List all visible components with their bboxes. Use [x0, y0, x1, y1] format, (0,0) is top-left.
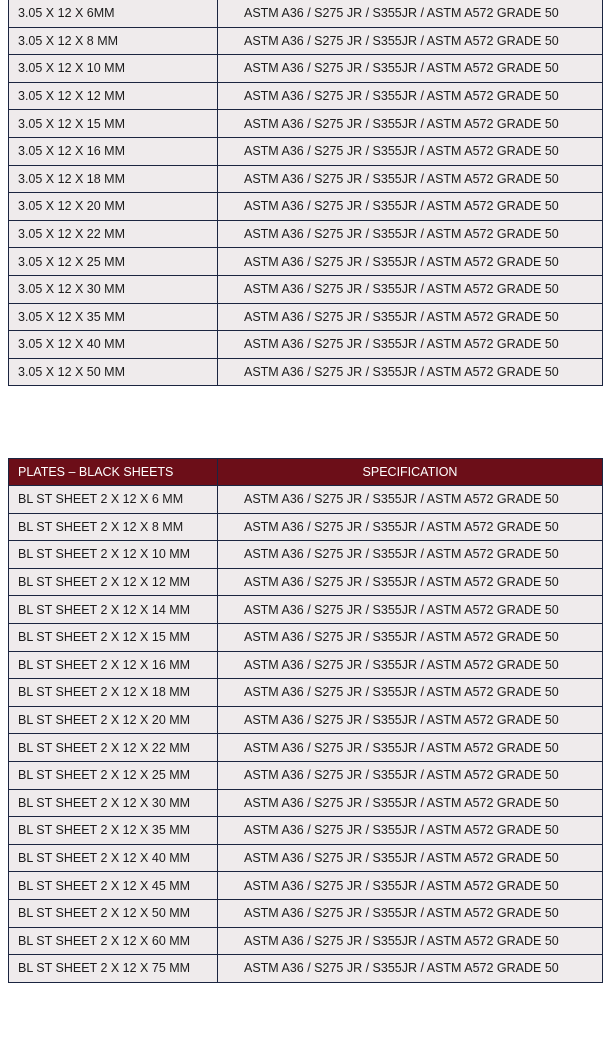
table-row — [9, 679, 603, 707]
table-row — [9, 358, 603, 386]
table-row — [9, 193, 603, 221]
table-row — [9, 303, 603, 331]
size-cell: 3.05 X 12 X 6MM — [9, 0, 218, 27]
specification-cell: ASTM A36 / S275 JR / S355JR / ASTM A572 GRADE 50 — [218, 734, 603, 762]
size-cell: BL ST SHEET 2 X 12 X 45 MM — [9, 872, 218, 900]
table-row — [9, 55, 603, 83]
size-cell: BL ST SHEET 2 X 12 X 25 MM — [9, 761, 218, 789]
size-cell: BL ST SHEET 2 X 12 X 10 MM — [9, 541, 218, 569]
table-row — [9, 872, 603, 900]
specification-cell: ASTM A36 / S275 JR / S355JR / ASTM A572 GRADE 50 — [218, 596, 603, 624]
specification-cell: ASTM A36 / S275 JR / S355JR / ASTM A572 GRADE 50 — [218, 27, 603, 55]
table-row — [9, 248, 603, 276]
table-row — [9, 596, 603, 624]
specification-cell: ASTM A36 / S275 JR / S355JR / ASTM A572 GRADE 50 — [218, 303, 603, 331]
size-cell: BL ST SHEET 2 X 12 X 22 MM — [9, 734, 218, 762]
size-cell: BL ST SHEET 2 X 12 X 14 MM — [9, 596, 218, 624]
black-sheets-table — [8, 458, 603, 983]
table-row — [9, 541, 603, 569]
size-cell: 3.05 X 12 X 16 MM — [9, 137, 218, 165]
specification-cell: ASTM A36 / S275 JR / S355JR / ASTM A572 GRADE 50 — [218, 275, 603, 303]
specification-cell: ASTM A36 / S275 JR / S355JR / ASTM A572 GRADE 50 — [218, 513, 603, 541]
specification-cell: ASTM A36 / S275 JR / S355JR / ASTM A572 GRADE 50 — [218, 706, 603, 734]
table-row — [9, 331, 603, 359]
specification-cell: ASTM A36 / S275 JR / S355JR / ASTM A572 GRADE 50 — [218, 955, 603, 983]
specification-cell: ASTM A36 / S275 JR / S355JR / ASTM A572 GRADE 50 — [218, 899, 603, 927]
size-cell: 3.05 X 12 X 22 MM — [9, 220, 218, 248]
table-row — [9, 110, 603, 138]
header-plates-black-sheets: PLATES – BLACK SHEETS — [9, 459, 218, 486]
table-row — [9, 955, 603, 983]
size-cell: BL ST SHEET 2 X 12 X 15 MM — [9, 623, 218, 651]
table-row — [9, 817, 603, 845]
size-cell: 3.05 X 12 X 35 MM — [9, 303, 218, 331]
size-cell: BL ST SHEET 2 X 12 X 18 MM — [9, 679, 218, 707]
table-row — [9, 513, 603, 541]
header-specification: SPECIFICATION — [218, 459, 603, 486]
specification-cell: ASTM A36 / S275 JR / S355JR / ASTM A572 GRADE 50 — [218, 137, 603, 165]
table-row — [9, 734, 603, 762]
black-sheets-table-body — [9, 486, 603, 983]
size-cell: BL ST SHEET 2 X 12 X 35 MM — [9, 817, 218, 845]
size-cell: BL ST SHEET 2 X 12 X 50 MM — [9, 899, 218, 927]
size-cell: BL ST SHEET 2 X 12 X 60 MM — [9, 927, 218, 955]
table-row — [9, 275, 603, 303]
table-row — [9, 165, 603, 193]
specification-cell: ASTM A36 / S275 JR / S355JR / ASTM A572 GRADE 50 — [218, 110, 603, 138]
size-cell: BL ST SHEET 2 X 12 X 8 MM — [9, 513, 218, 541]
specification-cell: ASTM A36 / S275 JR / S355JR / ASTM A572 GRADE 50 — [218, 55, 603, 83]
size-cell: BL ST SHEET 2 X 12 X 12 MM — [9, 568, 218, 596]
size-cell: BL ST SHEET 2 X 12 X 75 MM — [9, 955, 218, 983]
specification-cell: ASTM A36 / S275 JR / S355JR / ASTM A572 GRADE 50 — [218, 0, 603, 27]
table-row — [9, 761, 603, 789]
table-row — [9, 27, 603, 55]
size-cell: 3.05 X 12 X 12 MM — [9, 82, 218, 110]
size-cell: 3.05 X 12 X 20 MM — [9, 193, 218, 221]
size-cell: BL ST SHEET 2 X 12 X 16 MM — [9, 651, 218, 679]
specification-cell: ASTM A36 / S275 JR / S355JR / ASTM A572 GRADE 50 — [218, 248, 603, 276]
header-row — [9, 459, 603, 486]
specification-cell: ASTM A36 / S275 JR / S355JR / ASTM A572 GRADE 50 — [218, 358, 603, 386]
size-cell: 3.05 X 12 X 8 MM — [9, 27, 218, 55]
table-row — [9, 844, 603, 872]
size-cell: 3.05 X 12 X 15 MM — [9, 110, 218, 138]
table-row — [9, 220, 603, 248]
specification-cell: ASTM A36 / S275 JR / S355JR / ASTM A572 GRADE 50 — [218, 927, 603, 955]
table-row — [9, 0, 603, 27]
black-sheets-table-header — [9, 459, 603, 486]
specification-cell: ASTM A36 / S275 JR / S355JR / ASTM A572 GRADE 50 — [218, 817, 603, 845]
specification-cell: ASTM A36 / S275 JR / S355JR / ASTM A572 GRADE 50 — [218, 872, 603, 900]
table-row — [9, 789, 603, 817]
specification-cell: ASTM A36 / S275 JR / S355JR / ASTM A572 GRADE 50 — [218, 486, 603, 514]
specification-cell: ASTM A36 / S275 JR / S355JR / ASTM A572 GRADE 50 — [218, 165, 603, 193]
size-cell: 3.05 X 12 X 18 MM — [9, 165, 218, 193]
size-cell: BL ST SHEET 2 X 12 X 40 MM — [9, 844, 218, 872]
table-row — [9, 927, 603, 955]
specification-cell: ASTM A36 / S275 JR / S355JR / ASTM A572 GRADE 50 — [218, 331, 603, 359]
specification-cell: ASTM A36 / S275 JR / S355JR / ASTM A572 GRADE 50 — [218, 651, 603, 679]
specification-cell: ASTM A36 / S275 JR / S355JR / ASTM A572 GRADE 50 — [218, 761, 603, 789]
table-row — [9, 706, 603, 734]
specification-cell: ASTM A36 / S275 JR / S355JR / ASTM A572 GRADE 50 — [218, 220, 603, 248]
specification-cell: ASTM A36 / S275 JR / S355JR / ASTM A572 GRADE 50 — [218, 789, 603, 817]
table-row — [9, 568, 603, 596]
plates-size-table-body — [9, 0, 603, 386]
specification-cell: ASTM A36 / S275 JR / S355JR / ASTM A572 GRADE 50 — [218, 541, 603, 569]
size-cell: 3.05 X 12 X 50 MM — [9, 358, 218, 386]
size-cell: 3.05 X 12 X 25 MM — [9, 248, 218, 276]
table-row — [9, 899, 603, 927]
plates-size-table-continued — [8, 0, 603, 386]
size-cell: 3.05 X 12 X 10 MM — [9, 55, 218, 83]
specification-cell: ASTM A36 / S275 JR / S355JR / ASTM A572 GRADE 50 — [218, 82, 603, 110]
table-row — [9, 486, 603, 514]
size-cell: 3.05 X 12 X 40 MM — [9, 331, 218, 359]
specification-cell: ASTM A36 / S275 JR / S355JR / ASTM A572 GRADE 50 — [218, 679, 603, 707]
specification-cell: ASTM A36 / S275 JR / S355JR / ASTM A572 GRADE 50 — [218, 623, 603, 651]
table-row — [9, 82, 603, 110]
table-row — [9, 137, 603, 165]
size-cell: BL ST SHEET 2 X 12 X 30 MM — [9, 789, 218, 817]
size-cell: BL ST SHEET 2 X 12 X 20 MM — [9, 706, 218, 734]
specification-cell: ASTM A36 / S275 JR / S355JR / ASTM A572 GRADE 50 — [218, 568, 603, 596]
size-cell: 3.05 X 12 X 30 MM — [9, 275, 218, 303]
specification-cell: ASTM A36 / S275 JR / S355JR / ASTM A572 GRADE 50 — [218, 844, 603, 872]
table-row — [9, 623, 603, 651]
specification-cell: ASTM A36 / S275 JR / S355JR / ASTM A572 GRADE 50 — [218, 193, 603, 221]
table-row — [9, 651, 603, 679]
size-cell: BL ST SHEET 2 X 12 X 6 MM — [9, 486, 218, 514]
